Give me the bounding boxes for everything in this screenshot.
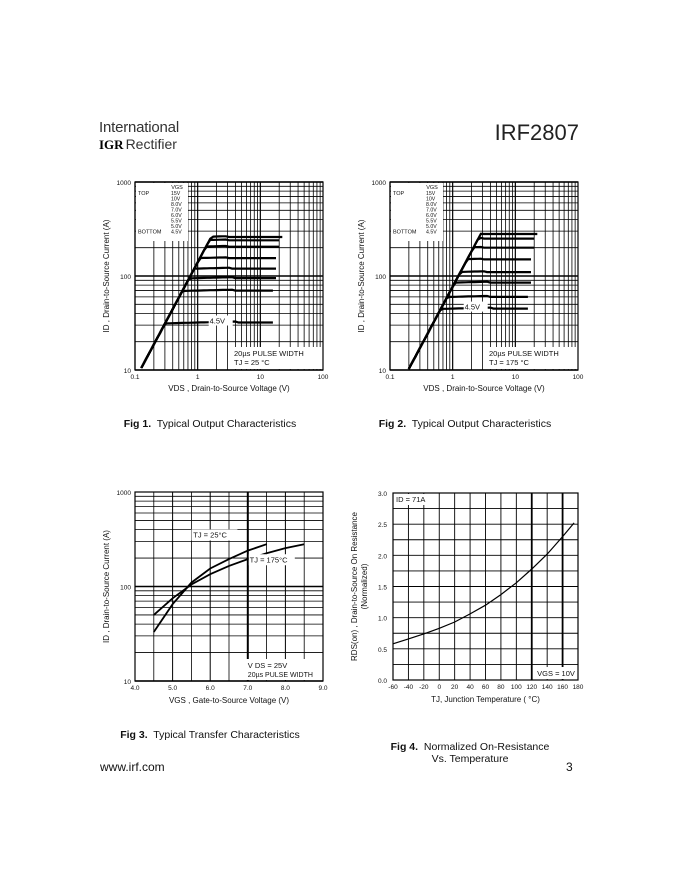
fig1-chart xyxy=(95,172,335,397)
annotation-id: ID = 71A xyxy=(396,495,426,504)
x-tick-label: 180 xyxy=(572,684,584,691)
y-axis-label: ID , Drain-to-Source Current (A) xyxy=(102,219,111,333)
legend-entry: 5.0V xyxy=(426,224,437,230)
fig4-chart xyxy=(345,482,595,712)
y-axis-label: RDS(on) , Drain-to-Source On Resistance xyxy=(350,512,359,661)
fig2-label: Fig 2. xyxy=(378,418,407,430)
x-tick-label: 10 xyxy=(511,374,519,381)
x-axis-label: VGS , Gate-to-Source Voltage (V) xyxy=(168,696,290,705)
fig2-chart xyxy=(350,172,590,397)
legend-entry: 5.5V xyxy=(171,218,182,225)
y-tick-label: 1.0 xyxy=(377,615,387,623)
x-tick-label: 0.1 xyxy=(385,374,395,381)
x-tick-label: 0 xyxy=(437,684,442,691)
x-tick-label: 40 xyxy=(466,684,474,691)
legend-entry: 8.0V xyxy=(171,202,182,208)
annotation-tj175: TJ = 175°C xyxy=(249,555,288,565)
x-tick-label: 4.0 xyxy=(130,685,140,692)
legend-top-label: TOP xyxy=(393,191,405,197)
annotation-vds: V DS = 25V xyxy=(247,661,288,670)
fig3-chart xyxy=(95,482,335,712)
x-tick-label: 7.0 xyxy=(243,685,253,692)
fig2-caption-text: Typical Output Characteristics xyxy=(411,418,552,430)
y-tick-label: 10 xyxy=(123,368,131,375)
legend-title: VGS xyxy=(171,185,183,191)
annotation-pulse-width: 20µs PULSE WIDTH xyxy=(488,349,559,358)
fig2-caption xyxy=(350,418,580,430)
legend-entry: 10V xyxy=(171,196,181,203)
company-logo xyxy=(99,120,199,153)
y-tick-label: 1000 xyxy=(371,180,386,187)
legend-title: VGS xyxy=(426,185,438,191)
y-tick-label: 2.0 xyxy=(377,553,387,561)
x-tick-label: -60 xyxy=(388,684,398,691)
logo-mark: IGR xyxy=(99,137,124,152)
y-tick-label: 10 xyxy=(123,679,131,686)
x-axis-label: TJ, Junction Temperature ( °C) xyxy=(431,695,540,704)
x-tick-label: 140 xyxy=(541,684,553,691)
y-tick-label: 10 xyxy=(378,368,386,375)
legend-entry: 4.5V xyxy=(426,229,437,236)
x-tick-label: 6.0 xyxy=(205,685,215,692)
annotation-pulse-width: 20µs PULSE WIDTH xyxy=(247,672,313,679)
y-tick-label: 0.0 xyxy=(377,678,387,685)
fig1-caption xyxy=(95,418,325,430)
part-number: IRF2807 xyxy=(494,120,579,145)
footer-url: www.irf.com xyxy=(100,760,165,774)
y-tick-label: 2.5 xyxy=(377,522,387,530)
y-tick-label: 100 xyxy=(375,274,386,281)
annotation-tj: TJ = 175 °C xyxy=(488,358,529,367)
x-tick-label: 120 xyxy=(526,684,538,691)
legend-entry: 15V xyxy=(171,191,181,197)
x-tick-label: -40 xyxy=(403,684,414,691)
x-tick-label: -20 xyxy=(419,684,429,691)
x-tick-label: 80 xyxy=(497,684,505,691)
fig3-caption-text: Typical Transfer Characteristics xyxy=(153,729,300,741)
legend-entry: 10V xyxy=(426,196,436,203)
fig4-label: Fig 4. xyxy=(390,741,419,753)
legend-bottom-label: BOTTOM xyxy=(138,229,162,236)
annotation-pulse-width: 20µs PULSE WIDTH xyxy=(233,349,304,358)
x-axis-label: VDS , Drain-to-Source Voltage (V) xyxy=(423,384,545,393)
legend-entry: 6.0V xyxy=(426,213,437,219)
annotation-tj: TJ = 25 °C xyxy=(233,358,270,367)
x-tick-label: 60 xyxy=(481,684,490,691)
legend-entry: 8.0V xyxy=(426,202,437,208)
y-axis-label-2: (Normalized) xyxy=(360,563,369,610)
legend-entry: 15V xyxy=(426,191,436,197)
x-tick-label: 5.0 xyxy=(168,685,178,692)
annotation-4.5v: 4.5V xyxy=(209,316,226,326)
fig3-caption xyxy=(95,729,325,741)
fig1-label: Fig 1. xyxy=(123,418,152,430)
x-tick-label: 100 xyxy=(572,374,584,381)
legend-entry: 7.0V xyxy=(426,207,437,214)
logo-line2-text: Rectifier xyxy=(125,136,177,152)
x-tick-label: 10 xyxy=(256,374,264,381)
legend-entry: 4.5V xyxy=(171,229,182,236)
y-axis-label: ID , Drain-to-Source Current (A) xyxy=(357,219,366,333)
x-tick-label: 100 xyxy=(510,684,522,691)
y-tick-label: 100 xyxy=(120,274,131,281)
x-tick-label: 0.1 xyxy=(130,374,140,381)
x-tick-label: 8.0 xyxy=(280,685,290,692)
x-tick-label: 1 xyxy=(450,374,455,381)
fig4-caption xyxy=(355,729,585,765)
y-axis-label: ID , Drain-to-Source Current (A) xyxy=(102,530,111,643)
legend-entry: 5.0V xyxy=(171,224,182,230)
x-tick-label: 9.0 xyxy=(318,685,328,692)
legend-entry: 6.0V xyxy=(171,213,182,219)
x-tick-label: 100 xyxy=(317,374,329,381)
legend-entry: 7.0V xyxy=(171,207,182,214)
annotation-4.5v: 4.5V xyxy=(464,302,481,312)
y-tick-label: 1.5 xyxy=(377,584,387,592)
y-tick-label: 100 xyxy=(120,584,131,592)
y-tick-label: 1000 xyxy=(116,490,131,497)
x-tick-label: 1 xyxy=(195,374,200,381)
legend-entry: 5.5V xyxy=(426,218,437,225)
y-tick-label: 1000 xyxy=(116,180,131,187)
fig4-caption-text: Normalized On-Resistance Vs. Temperature xyxy=(423,741,550,765)
x-axis-label: VDS , Drain-to-Source Voltage (V) xyxy=(168,384,290,393)
fig3-label: Fig 3. xyxy=(120,729,148,741)
annotation-vgs: VGS = 10V xyxy=(537,669,575,678)
page-number: 3 xyxy=(566,760,573,774)
x-tick-label: 160 xyxy=(557,684,569,691)
fig1-caption-text: Typical Output Characteristics xyxy=(156,418,297,430)
y-tick-label: 0.5 xyxy=(377,646,387,654)
x-tick-label: 20 xyxy=(451,684,459,691)
annotation-tj25: TJ = 25°C xyxy=(193,530,227,540)
legend-bottom-label: BOTTOM xyxy=(393,229,417,236)
logo-line2 xyxy=(99,136,199,153)
legend-top-label: TOP xyxy=(138,191,150,197)
logo-line1: International xyxy=(99,119,179,136)
y-tick-label: 3.0 xyxy=(377,491,387,498)
